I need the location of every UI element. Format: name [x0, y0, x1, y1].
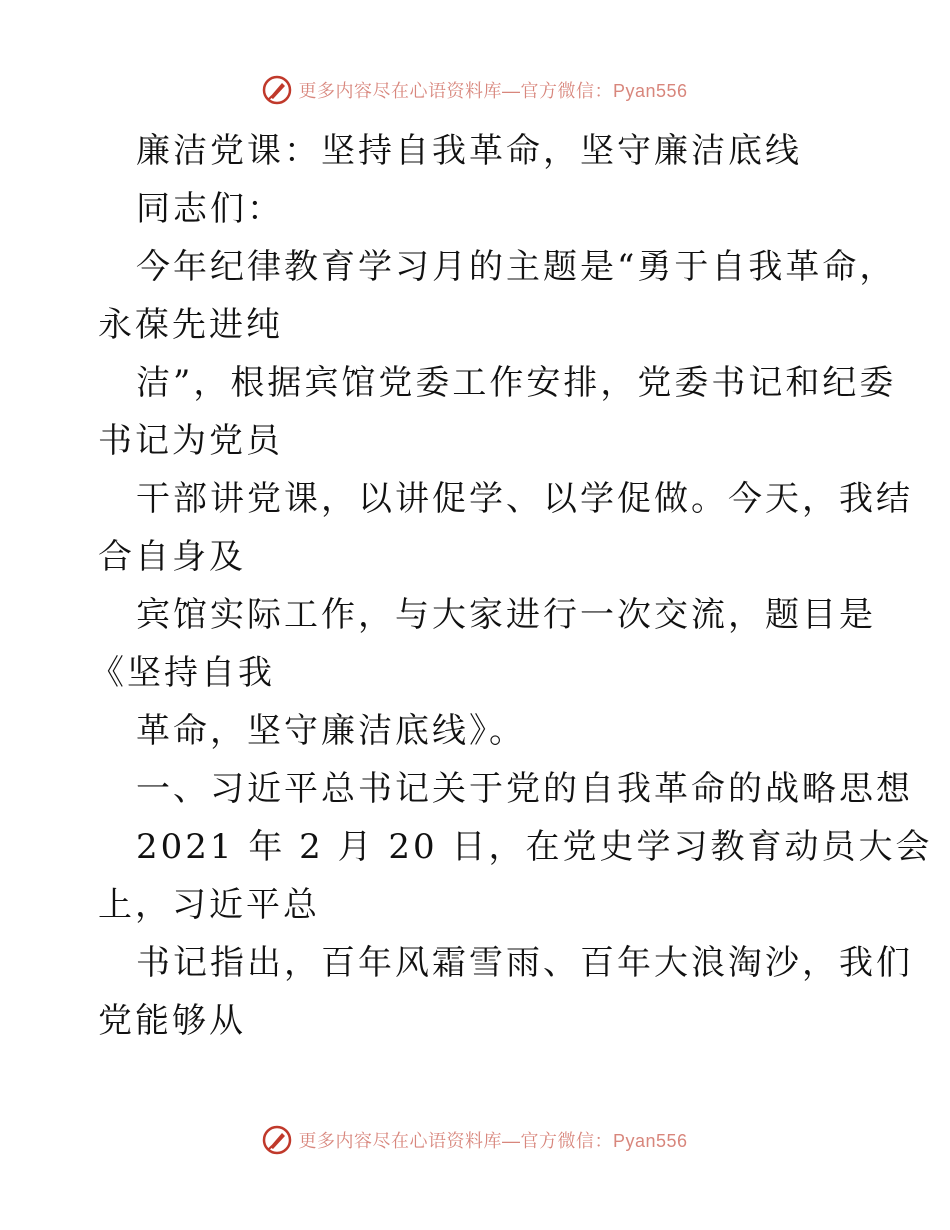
paragraph-line: 合自身及 — [98, 537, 246, 577]
paragraph-line: 书记为党员 — [98, 421, 283, 461]
document-title: 廉洁党课：坚持自我革命，坚守廉洁底线 — [136, 131, 802, 171]
watermark-text: 更多内容尽在心语资料库—官方微信：Pyan556 — [298, 1131, 688, 1151]
paragraph-line: 党能够从 — [98, 1001, 246, 1041]
paragraph-line: 今年纪律教育学习月的主题是“勇于自我革命， — [136, 247, 897, 287]
quill-logo-icon — [262, 1125, 292, 1155]
paragraph-line: 永葆先进纯 — [98, 305, 283, 345]
paragraph-line: 书记指出，百年风霜雪雨、百年大浪淘沙，我们 — [136, 943, 913, 983]
document-body — [90, 122, 933, 1050]
footer-watermark — [0, 1120, 950, 1160]
paragraph-line: 革命，坚守廉洁底线》。 — [136, 711, 526, 751]
paragraph-line: 《坚持自我 — [90, 653, 275, 693]
paragraph-line: 洁”，根据宾馆党委工作安排，党委书记和纪委 — [136, 363, 897, 403]
paragraph-line: 2021 年 2 月 20 日，在党史学习教育动员大会 — [136, 827, 933, 867]
quill-logo-icon — [262, 75, 292, 105]
paragraph-line: 干部讲党课，以讲促学、以学促做。今天，我结 — [136, 479, 913, 519]
header-watermark — [0, 70, 950, 110]
section-heading: 一、习近平总书记关于党的自我革命的战略思想 — [136, 769, 913, 809]
paragraph-line: 上，习近平总 — [98, 885, 320, 925]
salutation: 同志们： — [136, 189, 284, 229]
paragraph-line: 宾馆实际工作，与大家进行一次交流，题目是 — [136, 595, 876, 635]
watermark-text: 更多内容尽在心语资料库—官方微信：Pyan556 — [298, 81, 688, 101]
